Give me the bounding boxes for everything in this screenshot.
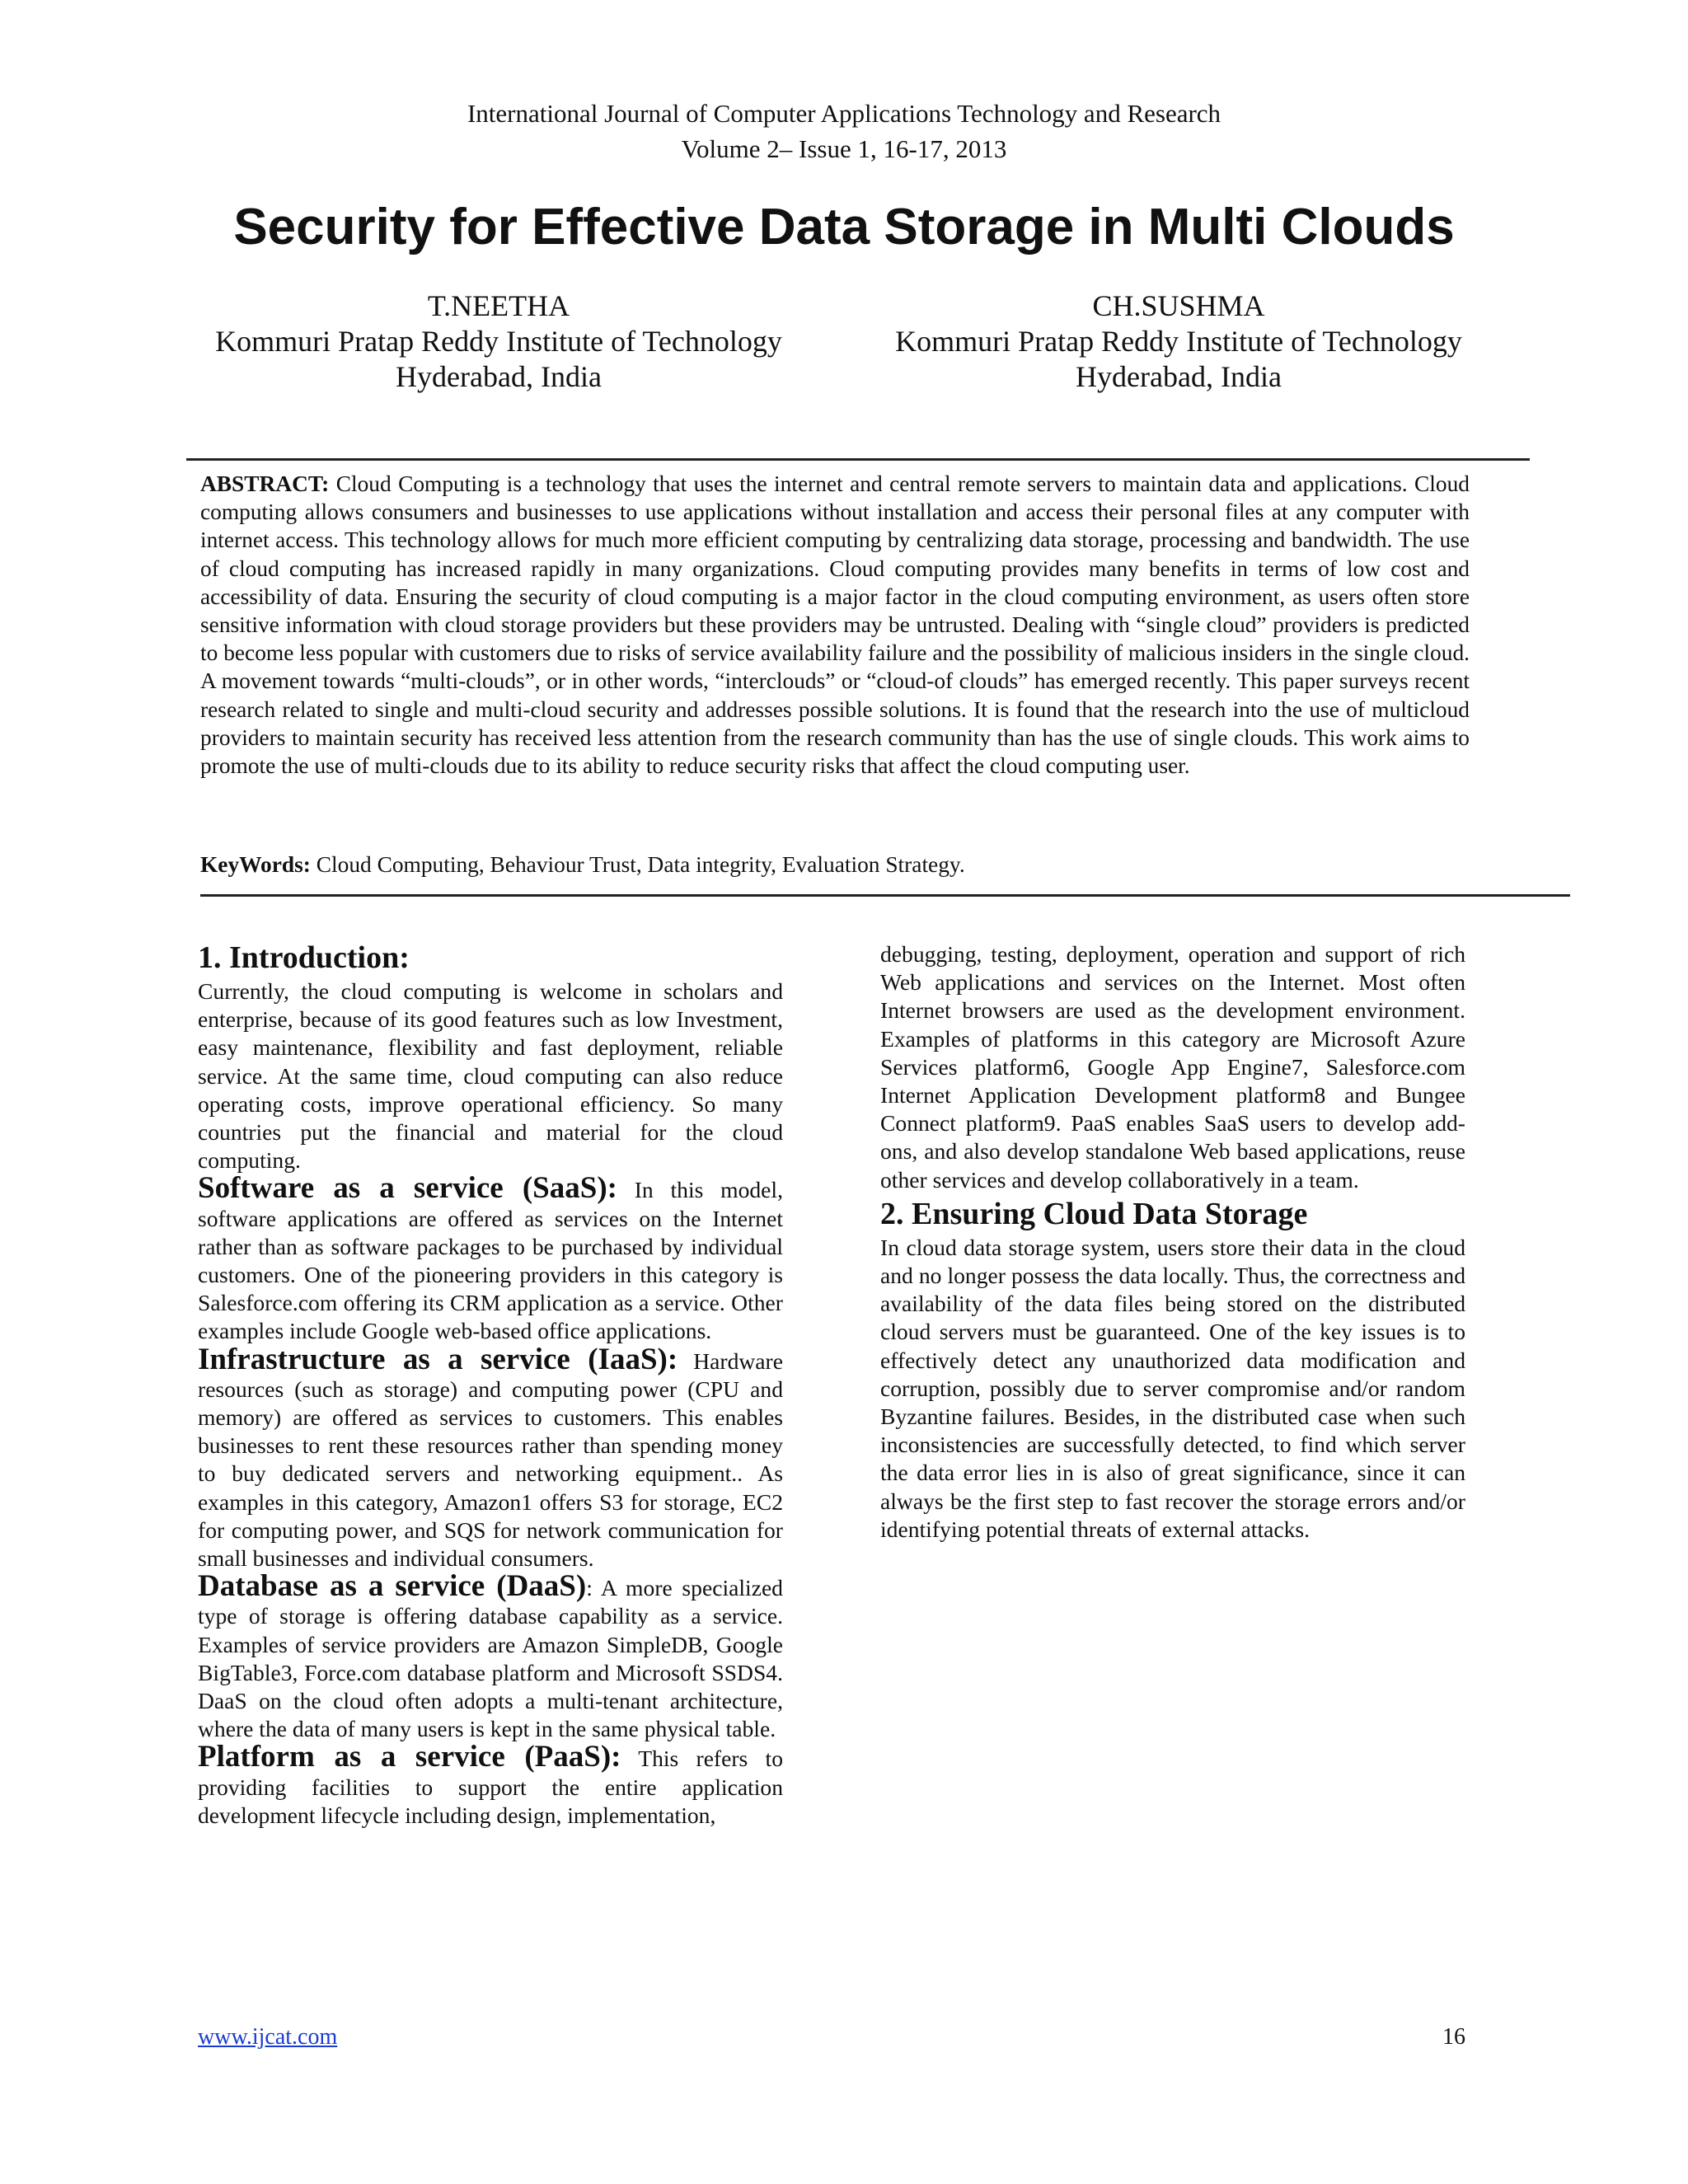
daas-title: Database as a service (DaaS)	[198, 1569, 587, 1604]
daas-paragraph	[198, 1569, 783, 1743]
author-name: T.NEETHA	[427, 289, 570, 322]
paas-text: This refers to providing facilities to support the entire application development lifecycle including design, implementation,	[198, 1746, 783, 1828]
author-affiliation: Kommuri Pratap Reddy Institute of Technology	[215, 325, 782, 358]
author-location: Hyderabad, India	[1076, 360, 1282, 393]
keywords-text: Cloud Computing, Behaviour Trust, Data integrity, Evaluation Strategy.	[316, 852, 965, 877]
paper-title: Security for Effective Data Storage in Multi Clouds	[233, 199, 1455, 255]
author-location: Hyderabad, India	[396, 360, 602, 393]
saas-text: In this model, software applications are offered as services on the Internet rather than as software packages to be purchased by individual customers. One of the pioneering providers in this category is Salesforce.com offering its CRM application as a service. Other examples include Google web-based office applications.	[198, 1177, 783, 1344]
author-block-2	[849, 288, 1508, 395]
abstract-label: ABSTRACT:	[200, 471, 330, 496]
saas-title: Software as a service (SaaS):	[198, 1171, 617, 1206]
section-heading: 2. Ensuring Cloud Data Storage	[880, 1196, 1308, 1231]
page-number: 16	[1442, 2024, 1465, 2050]
author-affiliation: Kommuri Pratap Reddy Institute of Technology	[895, 325, 1462, 358]
paas-paragraph	[198, 1740, 783, 1830]
saas-paragraph	[198, 1171, 783, 1345]
keywords-bottom-rule	[200, 894, 1570, 897]
keywords-label: KeyWords:	[200, 852, 311, 877]
storage-paragraph: In cloud data storage system, users store their data in the cloud and no longer possess the data locally. Thus, the correctness and availability of the data files being stored on the distributed cloud servers must be guaranteed. One of the key issues is to effectively detect any unauthorized data modification and corruption, possibly due to server compromise and/or random Byzantine failures. Besides, in the distributed case when such inconsistencies are successfully detected, to find which server the data error lies in is also of great significance, since it can always be the first step to fast recover the storage errors and/or identifying potential threats of external attacks.	[880, 1234, 1465, 1542]
journal-name: International Journal of Computer Applications Technology and Research	[467, 99, 1221, 128]
intro-paragraph: Currently, the cloud computing is welcome in scholars and enterprise, because of its good features such as low Investment, easy maintenance, flexibility and fast deployment, reliable service. At the same time, cloud computing can also reduce operating costs, improve operational efficiency. So many countries put the financial and material for the cloud computing.	[198, 978, 783, 1174]
website-link[interactable]: www.ijcat.com	[198, 2024, 338, 2050]
author-name: CH.SUSHMA	[1092, 289, 1265, 322]
iaas-text: Hardware resources (such as storage) and computing power (CPU and memory) are offered as services to customers. This enables businesses to rent these resources rather than spending money to buy dedicated servers and networking equipment.. As examples in this category, Amazon1 offers S3 for storage, EC2 for computing power, and SQS for network communication for small businesses and individual consumers.	[198, 1347, 783, 1572]
abstract	[200, 470, 1470, 780]
footer-website[interactable]	[198, 2022, 337, 2052]
right-column	[880, 940, 1465, 1544]
iaas-paragraph	[198, 1342, 783, 1573]
abstract-text: Cloud Computing is a technology that uses the internet and central remote servers to maintain data and applications. Cloud computing allows consumers and businesses to use applications without installation and access their personal files at any computer with internet access. This technology allows for much more efficient computing by centralizing data storage, processing and bandwidth. The use of cloud computing has increased rapidly in many organizations. Cloud computing provides many benefits in terms of low cost and accessibility of data. Ensuring the security of cloud computing is a major factor in the cloud computing environment, as users often store sensitive information with cloud storage providers but these providers may be untrusted. Dealing with “single cloud” providers is predicted to become less popular with customers due to risks of service availability failure and the possibility of malicious insiders in the single cloud. A movement towards “multi-clouds”, or in other words, “interclouds” or “cloud-of clouds” has emerged recently. This paper surveys recent research related to single and multi-cloud security and addresses possible solutions. It is found that the research into the use of multicloud providers to maintain security has received less attention from the research community than has the use of single clouds. This work aims to promote the use of multi-clouds due to its ability to reduce security risks that affect the cloud computing user.	[200, 471, 1470, 779]
daas-text: A more specialized type of storage is offering database capability as a service. Examples of service providers are Amazon SimpleDB, Google BigTable3, Force.com database platform and Microsoft SSDS4. DaaS on the cloud often adopts a multi-tenant architecture, where the data of many users is kept in the same physical table.	[198, 1575, 783, 1742]
keywords	[200, 850, 965, 879]
abstract-top-rule	[186, 458, 1530, 461]
paas-continued-paragraph: debugging, testing, deployment, operation and support of rich Web applications and services on the Internet. Most often Internet browsers are used as the development environment. Examples of platforms in this category are Microsoft Azure Services platform6, Google App Engine7, Salesforce.com Internet Application Development platform8 and Bungee Connect platform9. PaaS enables SaaS users to develop add-ons, and also develop standalone Web based applications, reuse other services and develop collaboratively in a team.	[880, 941, 1465, 1193]
section-heading: 1. Introduction:	[198, 940, 410, 975]
left-column	[198, 938, 783, 1830]
author-block-1	[169, 288, 828, 395]
paas-title: Platform as a service (PaaS):	[198, 1740, 621, 1774]
daas-separator: :	[586, 1575, 593, 1601]
iaas-title: Infrastructure as a service (IaaS):	[198, 1342, 678, 1376]
journal-volume: Volume 2– Issue 1, 16-17, 2013	[681, 134, 1007, 163]
